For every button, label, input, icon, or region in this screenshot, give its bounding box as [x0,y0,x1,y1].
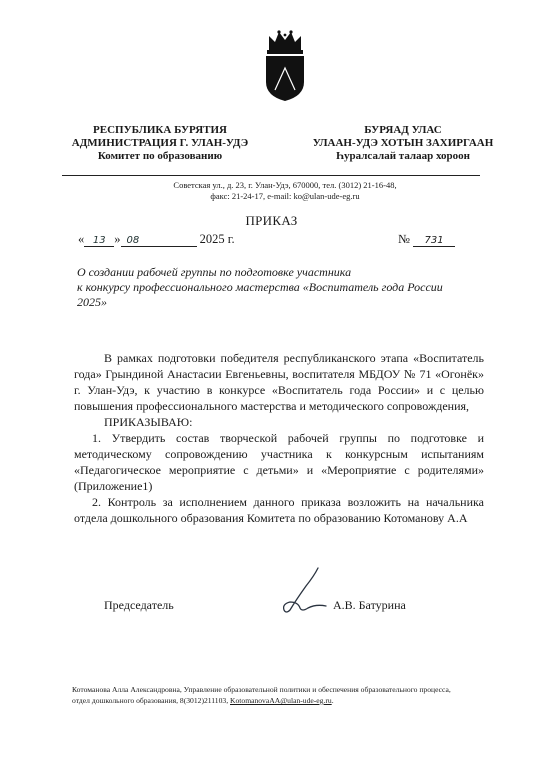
address-block [120,180,450,202]
order-item-2: 2. Контроль за исполнением данного приказа возложить на начальника отдела дошкольного образования Комитета по образованию Котоманову А.А [74,495,484,525]
order-word: ПРИКАЗЫВАЮ: [104,415,193,429]
order-date [78,232,235,247]
header-divider [62,175,480,176]
header-right-committee: Һуралсалай талаар хороон [335,150,471,162]
header-left-administration: АДМИНИСТРАЦИЯ Г. УЛАН-УДЭ [71,137,249,149]
document-title: ПРИКАЗ [245,213,298,228]
date-year: 2025 г. [199,232,235,246]
subject-line-2: к конкурсу профессионального мастерства «Воспитатель года России [77,280,443,294]
date-month: 08 [121,235,197,247]
footer-line-2-prefix: отдел дошкольного образования, 8(3012)211103, [72,696,230,705]
date-day: 13 [84,235,114,247]
date-open-quote: « [78,232,85,246]
address-line-2: факс: 21-24-17, e-mail: ko@ulan-ude-eg.ru [210,191,360,201]
order-subject [77,265,497,310]
coat-of-arms-icon [263,30,307,102]
header-right-administration: УЛААН-УДЭ ХОТЫН ЗАХИРГААН [312,137,494,149]
signatory-position: Председатель [104,598,174,612]
footer-line-2-suffix: . [331,696,334,705]
order-item-1: 1. Утвердить состав творческой рабочей группы по подготовке и методическому сопровождению участника к конкурсным испытаниям «Педагогическое мероприятие с детьми» и «Мероприятие с родителями» (Приложение1) [74,431,484,493]
number-value: 731 [413,235,455,247]
header-right-republic: БУРЯАД УЛАС [364,124,442,136]
order-number [398,232,455,247]
header-right-block [298,124,508,163]
header-left-committee: Комитет по образованию [97,150,223,162]
handwritten-signature [276,566,332,616]
subject-line-1: О создании рабочей группы по подготовке участника [77,265,352,279]
header-left-republic: РЕСПУБЛИКА БУРЯТИЯ [93,124,227,136]
order-body [74,350,484,526]
body-paragraph: В рамках подготовки победителя республиканского этапа «Воспитатель года» Грындиной Анастасии Евгеньевны, воспитателя МБДОУ № 71 «Огонёк» г. Улан-Удэ, к участию в конкурсе «Воспитатель года России» и с целью повышения профессионального мастерства и методического сопровождения, [74,351,484,413]
date-close-quote: » [114,232,121,246]
signatory-name: А.В. Батурина [333,598,406,612]
executor-footer [72,684,512,706]
number-label: № [398,232,410,246]
address-line-1: Советская ул., д. 23, г. Улан-Удэ, 670000, тел. (3012) 21-16-48, [173,180,397,190]
footer-line-1: Котоманова Алла Александровна, Управление образовательной политики и обеспечения образовательного процесса, [72,685,451,694]
header-left-block [60,124,260,163]
footer-email-link[interactable]: KotomanovaAA@ulan-ude-eg.ru [230,696,332,705]
subject-line-3: 2025» [77,295,107,309]
footer-line-2 [72,695,512,706]
